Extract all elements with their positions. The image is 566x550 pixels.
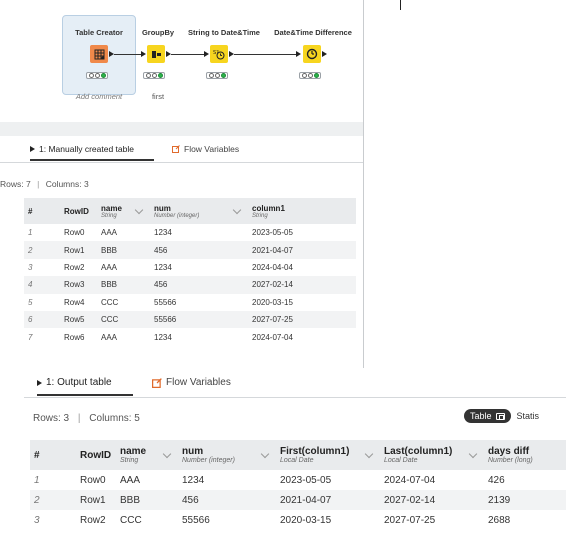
table-cell[interactable]: AAA <box>97 259 150 276</box>
row-index-cell[interactable]: 7 <box>24 328 60 345</box>
tab-flow-variables[interactable] <box>152 377 231 388</box>
flow-variable-icon <box>172 145 180 153</box>
table-row[interactable] <box>24 259 356 276</box>
row-index-cell[interactable]: 5 <box>24 294 60 311</box>
node-status-lights <box>299 72 321 79</box>
tab-label: Flow Variables <box>184 144 240 154</box>
table-cell[interactable]: 2024-07-04 <box>380 470 484 490</box>
table-creator-icon <box>94 49 105 60</box>
table-cell[interactable]: 426 <box>484 470 566 490</box>
col-header-column1[interactable]: column1 String <box>248 198 356 224</box>
string-to-datetime-icon <box>213 48 225 60</box>
table-cell[interactable]: CCC <box>97 294 150 311</box>
table-cell[interactable]: Row5 <box>60 311 97 328</box>
table-cell[interactable]: 2021-04-07 <box>276 490 380 510</box>
node-title-groupby[interactable]: GroupBy <box>141 28 175 37</box>
chevron-down-icon[interactable] <box>365 449 373 457</box>
table-row[interactable] <box>24 241 356 258</box>
table-cell[interactable]: Row2 <box>60 259 97 276</box>
table-row[interactable] <box>30 470 566 490</box>
output-port[interactable] <box>322 51 327 57</box>
node-annotation-add-comment[interactable]: Add comment <box>75 92 123 101</box>
col-header-index: # <box>30 440 76 470</box>
connection-edge <box>171 54 207 55</box>
svg-text:S?: S? <box>213 50 219 56</box>
row-index-cell[interactable]: 4 <box>24 276 60 293</box>
input-port[interactable] <box>204 51 209 57</box>
separator: | <box>37 179 40 189</box>
columns-count: Columns: 3 <box>45 179 89 189</box>
table-cell[interactable]: 2027-02-14 <box>380 490 484 510</box>
table-header-row <box>30 440 566 470</box>
table-cell[interactable]: Row0 <box>60 224 97 241</box>
table-cell[interactable]: 2027-07-25 <box>248 311 356 328</box>
active-tab-indicator <box>30 159 154 161</box>
node-status-lights <box>86 72 108 79</box>
row-index-cell[interactable]: 6 <box>24 311 60 328</box>
flow-variable-icon <box>152 378 162 388</box>
panel-divider[interactable] <box>363 0 364 368</box>
toggle-table-button[interactable] <box>464 409 511 423</box>
table-cell[interactable]: Row2 <box>76 510 116 530</box>
tab-divider <box>24 397 566 398</box>
col-header-num[interactable]: num Number (integer) <box>178 440 276 470</box>
table-cell[interactable]: AAA <box>116 470 178 490</box>
table-info-row <box>33 413 140 424</box>
table-cell[interactable]: 2020-03-15 <box>276 510 380 530</box>
view-toggle[interactable] <box>464 408 539 424</box>
connection-edge <box>114 54 144 55</box>
table-cell[interactable]: 1234 <box>178 470 276 490</box>
rows-count: Rows: 7 <box>0 179 31 189</box>
table-cell[interactable]: CCC <box>116 510 178 530</box>
table-info-row <box>0 179 89 189</box>
row-index-cell[interactable]: 3 <box>30 510 76 530</box>
table-cell[interactable]: 2023-05-05 <box>276 470 380 490</box>
table-header-row <box>24 198 356 224</box>
col-header-rowid[interactable]: RowID <box>76 440 116 470</box>
output-port-triangle-icon <box>30 146 35 152</box>
table-cell[interactable]: Row4 <box>60 294 97 311</box>
clock-icon <box>306 48 318 60</box>
chevron-down-icon[interactable] <box>261 449 269 457</box>
columns-count: Columns: 5 <box>89 413 140 424</box>
active-tab-indicator <box>37 394 133 396</box>
col-header-last-column1[interactable]: Last(column1) Local Date <box>380 440 484 470</box>
node-status-lights <box>143 72 165 79</box>
chevron-down-icon[interactable] <box>163 449 171 457</box>
tab-output-table[interactable] <box>37 377 112 388</box>
table-cell[interactable]: 2021-04-07 <box>248 241 356 258</box>
string-to-datetime-node[interactable] <box>210 45 228 63</box>
table-cell[interactable]: 456 <box>150 276 248 293</box>
table-row[interactable] <box>24 328 356 345</box>
row-index-cell[interactable]: 2 <box>24 241 60 258</box>
col-header-num[interactable]: num Number (integer) <box>150 198 248 224</box>
col-header-name[interactable]: name String <box>97 198 150 224</box>
table-cell[interactable]: 2023-05-05 <box>248 224 356 241</box>
node-title-table-creator[interactable]: Table Creator <box>75 28 123 37</box>
input-port[interactable] <box>296 51 301 57</box>
node-title-string-to-datetime[interactable]: String to Date&Time <box>188 28 260 37</box>
table-creator-node[interactable] <box>90 45 108 63</box>
row-index-cell[interactable]: 3 <box>24 259 60 276</box>
rows-count: Rows: 3 <box>33 413 70 424</box>
table-cell[interactable]: CCC <box>97 311 150 328</box>
data-table-input <box>24 198 356 346</box>
output-port-triangle-icon <box>37 380 42 386</box>
table-cell[interactable]: 2024-07-04 <box>248 328 356 345</box>
node-annotation-first[interactable]: first <box>151 92 165 101</box>
table-cell[interactable]: Row0 <box>76 470 116 490</box>
tab-label: 1: Output table <box>46 377 112 388</box>
row-index-cell[interactable]: 1 <box>24 224 60 241</box>
table-cell[interactable]: 2027-07-25 <box>380 510 484 530</box>
groupby-icon <box>151 49 162 60</box>
table-cell[interactable]: Row3 <box>60 276 97 293</box>
col-header-rowid[interactable]: RowID <box>60 198 97 224</box>
col-header-days-diff[interactable]: days diff Number (long) <box>484 440 566 470</box>
tab-label: Flow Variables <box>166 377 231 388</box>
table-cell[interactable]: 2024-04-04 <box>248 259 356 276</box>
col-header-name[interactable]: name String <box>116 440 178 470</box>
table-cell[interactable]: 2020-03-15 <box>248 294 356 311</box>
chevron-down-icon[interactable] <box>469 449 477 457</box>
table-cell[interactable]: 55566 <box>178 510 276 530</box>
table-cell[interactable]: 2027-02-14 <box>248 276 356 293</box>
table-row[interactable] <box>24 294 356 311</box>
table-cell[interactable]: BBB <box>116 490 178 510</box>
table-cell[interactable]: BBB <box>97 241 150 258</box>
text-cursor <box>400 0 401 10</box>
table-cell[interactable]: 1234 <box>150 224 248 241</box>
table-cell[interactable]: 456 <box>150 241 248 258</box>
table-row[interactable] <box>24 311 356 328</box>
table-cell[interactable]: 2139 <box>484 490 566 510</box>
table-cell[interactable]: 55566 <box>150 311 248 328</box>
separator: | <box>77 413 81 424</box>
tab-flow-variables[interactable] <box>172 144 239 154</box>
table-row[interactable] <box>24 224 356 241</box>
table-cell[interactable]: Row1 <box>60 241 97 258</box>
toggle-statistics-button[interactable]: Statis <box>516 411 540 421</box>
table-cell[interactable]: Row1 <box>76 490 116 510</box>
chevron-down-icon[interactable] <box>233 205 241 213</box>
datetime-difference-node[interactable] <box>303 45 321 63</box>
node-status-lights <box>206 72 228 79</box>
table-cell[interactable]: 1234 <box>150 259 248 276</box>
table-view-icon <box>496 413 505 420</box>
table-cell[interactable]: AAA <box>97 328 150 345</box>
toggle-table-label: Table <box>470 411 492 421</box>
chevron-down-icon[interactable] <box>135 205 143 213</box>
tab-manually-created-table[interactable] <box>30 144 134 154</box>
connection-edge <box>234 54 299 55</box>
col-header-index: # <box>24 198 60 224</box>
table-cell[interactable]: AAA <box>97 224 150 241</box>
table-cell[interactable]: 456 <box>178 490 276 510</box>
table-row[interactable] <box>30 490 566 510</box>
input-port[interactable] <box>141 51 146 57</box>
table-cell[interactable]: 2688 <box>484 510 566 530</box>
data-table-output <box>30 440 566 530</box>
tab-label: 1: Manually created table <box>39 144 134 154</box>
table-cell[interactable]: BBB <box>97 276 150 293</box>
groupby-node[interactable] <box>147 45 165 63</box>
row-index-cell[interactable]: 1 <box>30 470 76 490</box>
table-cell[interactable]: 1234 <box>150 328 248 345</box>
tab-divider <box>0 162 363 163</box>
col-header-first-column1[interactable]: First(column1) Local Date <box>276 440 380 470</box>
table-cell[interactable]: Row6 <box>60 328 97 345</box>
table-row[interactable] <box>24 276 356 293</box>
table-row[interactable] <box>30 510 566 530</box>
table-cell[interactable]: 55566 <box>150 294 248 311</box>
node-title-datetime-difference[interactable]: Date&Time Difference <box>274 28 352 37</box>
canvas-scroll-strip[interactable] <box>0 122 363 136</box>
row-index-cell[interactable]: 2 <box>30 490 76 510</box>
